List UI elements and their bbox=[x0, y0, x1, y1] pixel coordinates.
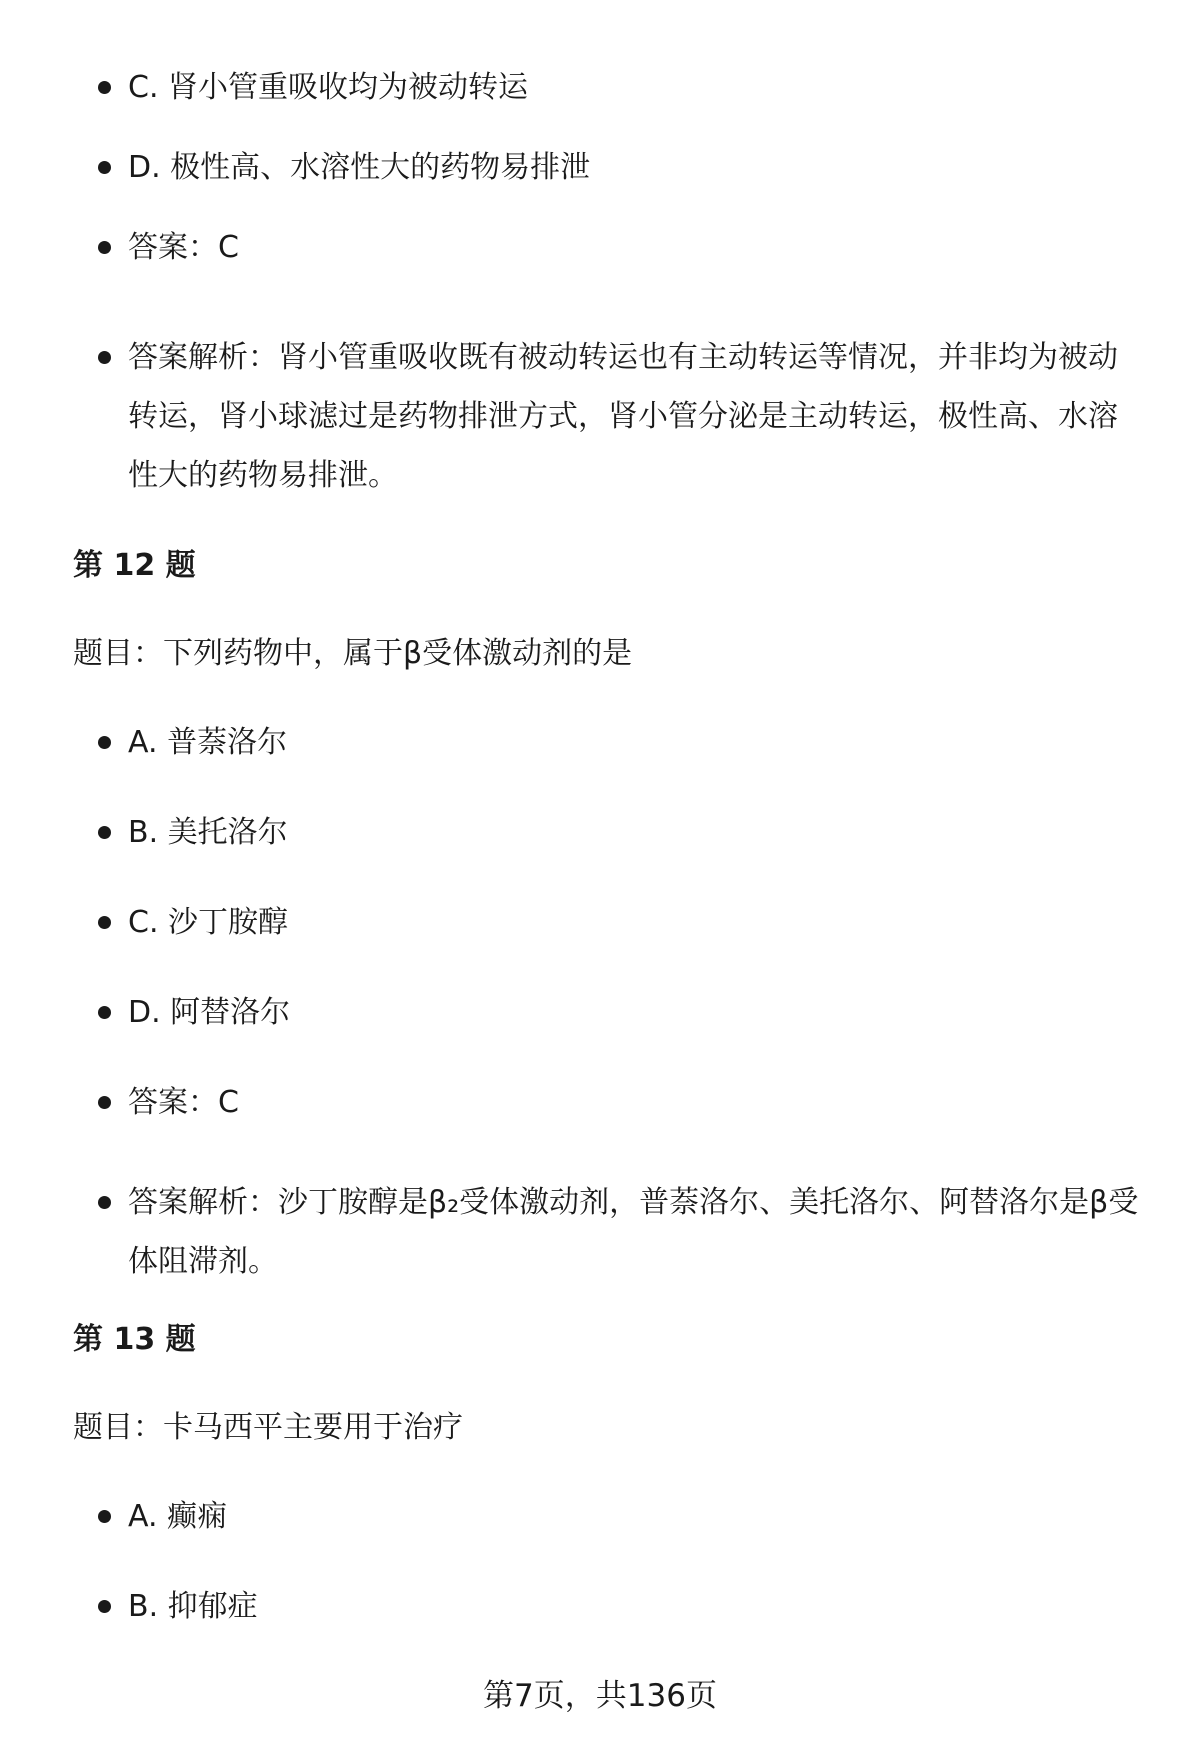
list-item bbox=[128, 1173, 1140, 1291]
q13-option-a: A. 癫痫 bbox=[128, 1499, 228, 1534]
bullet-icon bbox=[98, 351, 111, 364]
list-item bbox=[128, 328, 1140, 505]
q13-option-b: B. 抑郁症 bbox=[128, 1589, 258, 1624]
list-item bbox=[128, 1577, 1140, 1636]
list-item bbox=[128, 893, 1140, 952]
q12-option-d: D. 阿替洛尔 bbox=[128, 995, 291, 1030]
q11-option-c: C. 肾小管重吸收均为被动转运 bbox=[128, 70, 529, 105]
bullet-icon bbox=[98, 1096, 111, 1109]
q12-option-c: C. 沙丁胺醇 bbox=[128, 905, 289, 940]
q13-stem: 题目：卡马西平主要用于治疗 bbox=[73, 1410, 463, 1445]
bullet-icon bbox=[98, 241, 111, 254]
q11-option-d: D. 极性高、水溶性大的药物易排泄 bbox=[128, 150, 591, 185]
bullet-icon bbox=[98, 916, 111, 929]
q12-heading: 第 12 题 bbox=[73, 548, 196, 583]
list-item bbox=[128, 983, 1140, 1042]
list-item bbox=[128, 218, 1140, 277]
q13-heading: 第 13 题 bbox=[73, 1322, 196, 1357]
bullet-icon bbox=[98, 1600, 111, 1613]
q11-explanation: 答案解析：肾小管重吸收既有被动转运也有主动转运等情况，并非均为被动转运，肾小球滤过是药物排泄方式，肾小管分泌是主动转运，极性高、水溶性大的药物易排泄。 bbox=[128, 340, 1118, 493]
bullet-icon bbox=[98, 1196, 111, 1209]
bullet-icon bbox=[98, 161, 111, 174]
list-item bbox=[128, 138, 1140, 197]
bullet-icon bbox=[98, 81, 111, 94]
list-item bbox=[128, 1073, 1140, 1132]
q12-answer: 答案：C bbox=[128, 1085, 239, 1120]
list-item bbox=[128, 1487, 1140, 1546]
q11-answer: 答案：C bbox=[128, 230, 239, 265]
bullet-icon bbox=[98, 826, 111, 839]
bullet-icon bbox=[98, 736, 111, 749]
q12-stem: 题目：下列药物中，属于β受体激动剂的是 bbox=[73, 636, 633, 671]
bullet-icon bbox=[98, 1510, 111, 1523]
list-item bbox=[128, 58, 1140, 117]
q12-option-b: B. 美托洛尔 bbox=[128, 815, 288, 850]
list-item bbox=[128, 803, 1140, 862]
q12-option-a: A. 普萘洛尔 bbox=[128, 725, 288, 760]
bullet-icon bbox=[98, 1006, 111, 1019]
list-item bbox=[128, 713, 1140, 772]
page-number-footer: 第7页，共136页 bbox=[483, 1678, 717, 1714]
q12-explanation: 答案解析：沙丁胺醇是β₂受体激动剂，普萘洛尔、美托洛尔、阿替洛尔是β受体阻滞剂。 bbox=[128, 1185, 1139, 1279]
